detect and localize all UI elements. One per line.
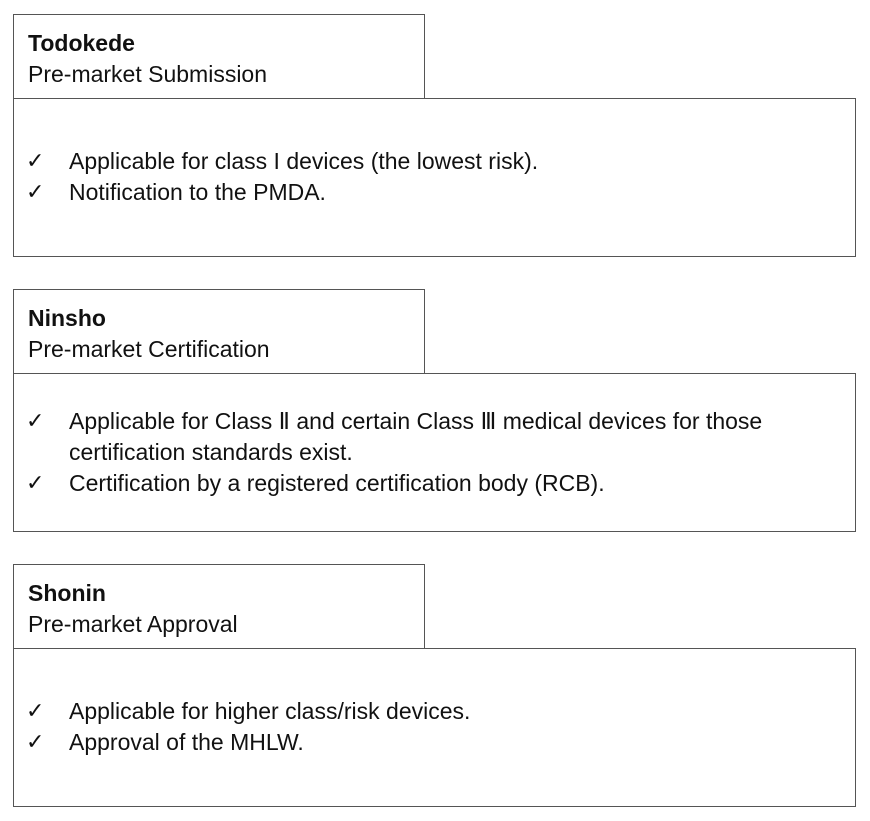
checkmark-icon: ✓	[26, 149, 45, 174]
bullet-list	[26, 696, 831, 758]
bullet-item	[26, 177, 831, 208]
bullet-text: Certification by a registered certification body (RCB).	[69, 470, 605, 496]
bullet-text: Applicable for Class Ⅱ and certain Class Ⅲ medical devices for those certification standards exist.	[69, 408, 763, 465]
pathway-subtitle: Pre-market Certification	[28, 336, 270, 362]
pathway-title: Shonin	[28, 580, 106, 606]
bullet-text: Approval of the MHLW.	[69, 729, 304, 755]
bullet-text: Notification to the PMDA.	[69, 179, 326, 205]
bullet-list	[26, 406, 831, 499]
bullet-item	[26, 468, 831, 499]
pathway-details-ninsho	[13, 373, 856, 532]
bullet-list	[26, 146, 831, 208]
pathway-header-todokede	[13, 14, 425, 98]
bullet-item	[26, 406, 831, 468]
pathway-details-todokede	[13, 98, 856, 257]
bullet-text: Applicable for higher class/risk devices.	[69, 698, 471, 724]
pathway-header-shonin	[13, 564, 425, 648]
bullet-item	[26, 146, 831, 177]
pathway-subtitle: Pre-market Approval	[28, 611, 238, 637]
checkmark-icon: ✓	[26, 180, 45, 205]
pathway-header-ninsho	[13, 289, 425, 373]
bullet-text: Applicable for class I devices (the lowest risk).	[69, 148, 539, 174]
pathway-subtitle: Pre-market Submission	[28, 61, 268, 87]
pathway-title: Ninsho	[28, 305, 106, 331]
pathway-title: Todokede	[28, 30, 135, 56]
checkmark-icon: ✓	[26, 471, 45, 496]
bullet-item	[26, 727, 831, 758]
checkmark-icon: ✓	[26, 699, 45, 724]
bullet-item	[26, 696, 831, 727]
checkmark-icon: ✓	[26, 730, 45, 755]
pathway-details-shonin	[13, 648, 856, 807]
checkmark-icon: ✓	[26, 409, 45, 434]
